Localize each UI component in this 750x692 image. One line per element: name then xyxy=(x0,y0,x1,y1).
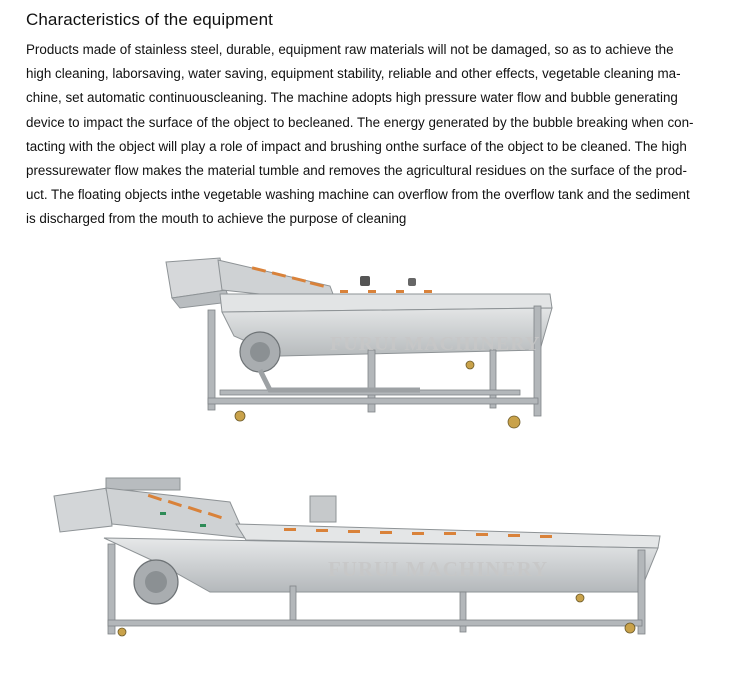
compact-washer-illustration xyxy=(160,250,560,435)
paragraph-line: pressurewater flow makes the material tumble and removes the agricultural residues on the surface of the prod- xyxy=(26,163,687,179)
machine-photo-compact xyxy=(160,250,560,435)
paragraph-line: high cleaning, laborsaving, water saving, equipment stability, reliable and other effects, vegetable cleaning ma- xyxy=(26,66,681,82)
paragraph-line: Products made of stainless steel, durable, equipment raw materials will not be damaged, so as to achieve the xyxy=(26,42,674,57)
description-paragraph xyxy=(26,38,716,232)
paragraph-line: uct. The floating objects inthe vegetable washing machine can overflow from the overflow tank and the sediment xyxy=(26,187,690,203)
machine-photo-long xyxy=(50,474,665,639)
watermark: FURUI MACHINERY xyxy=(330,333,541,355)
paragraph-line: tacting with the object will play a role of impact and brushing onthe surface of the object to be cleaned. The high xyxy=(26,138,687,154)
watermark: FURUI MACHINERY xyxy=(328,557,549,581)
section-heading: Characteristics of the equipment xyxy=(26,10,273,29)
paragraph-line: device to impact the surface of the object to becleaned. The energy generated by the bubble breaking when con- xyxy=(26,114,694,130)
paragraph-line: chine, set automatic continuouscleaning. The machine adopts high pressure water flow and bubble generating xyxy=(26,90,678,106)
paragraph-line: is discharged from the mouth to achieve the purpose of cleaning xyxy=(26,211,407,227)
long-washer-illustration xyxy=(50,474,665,639)
